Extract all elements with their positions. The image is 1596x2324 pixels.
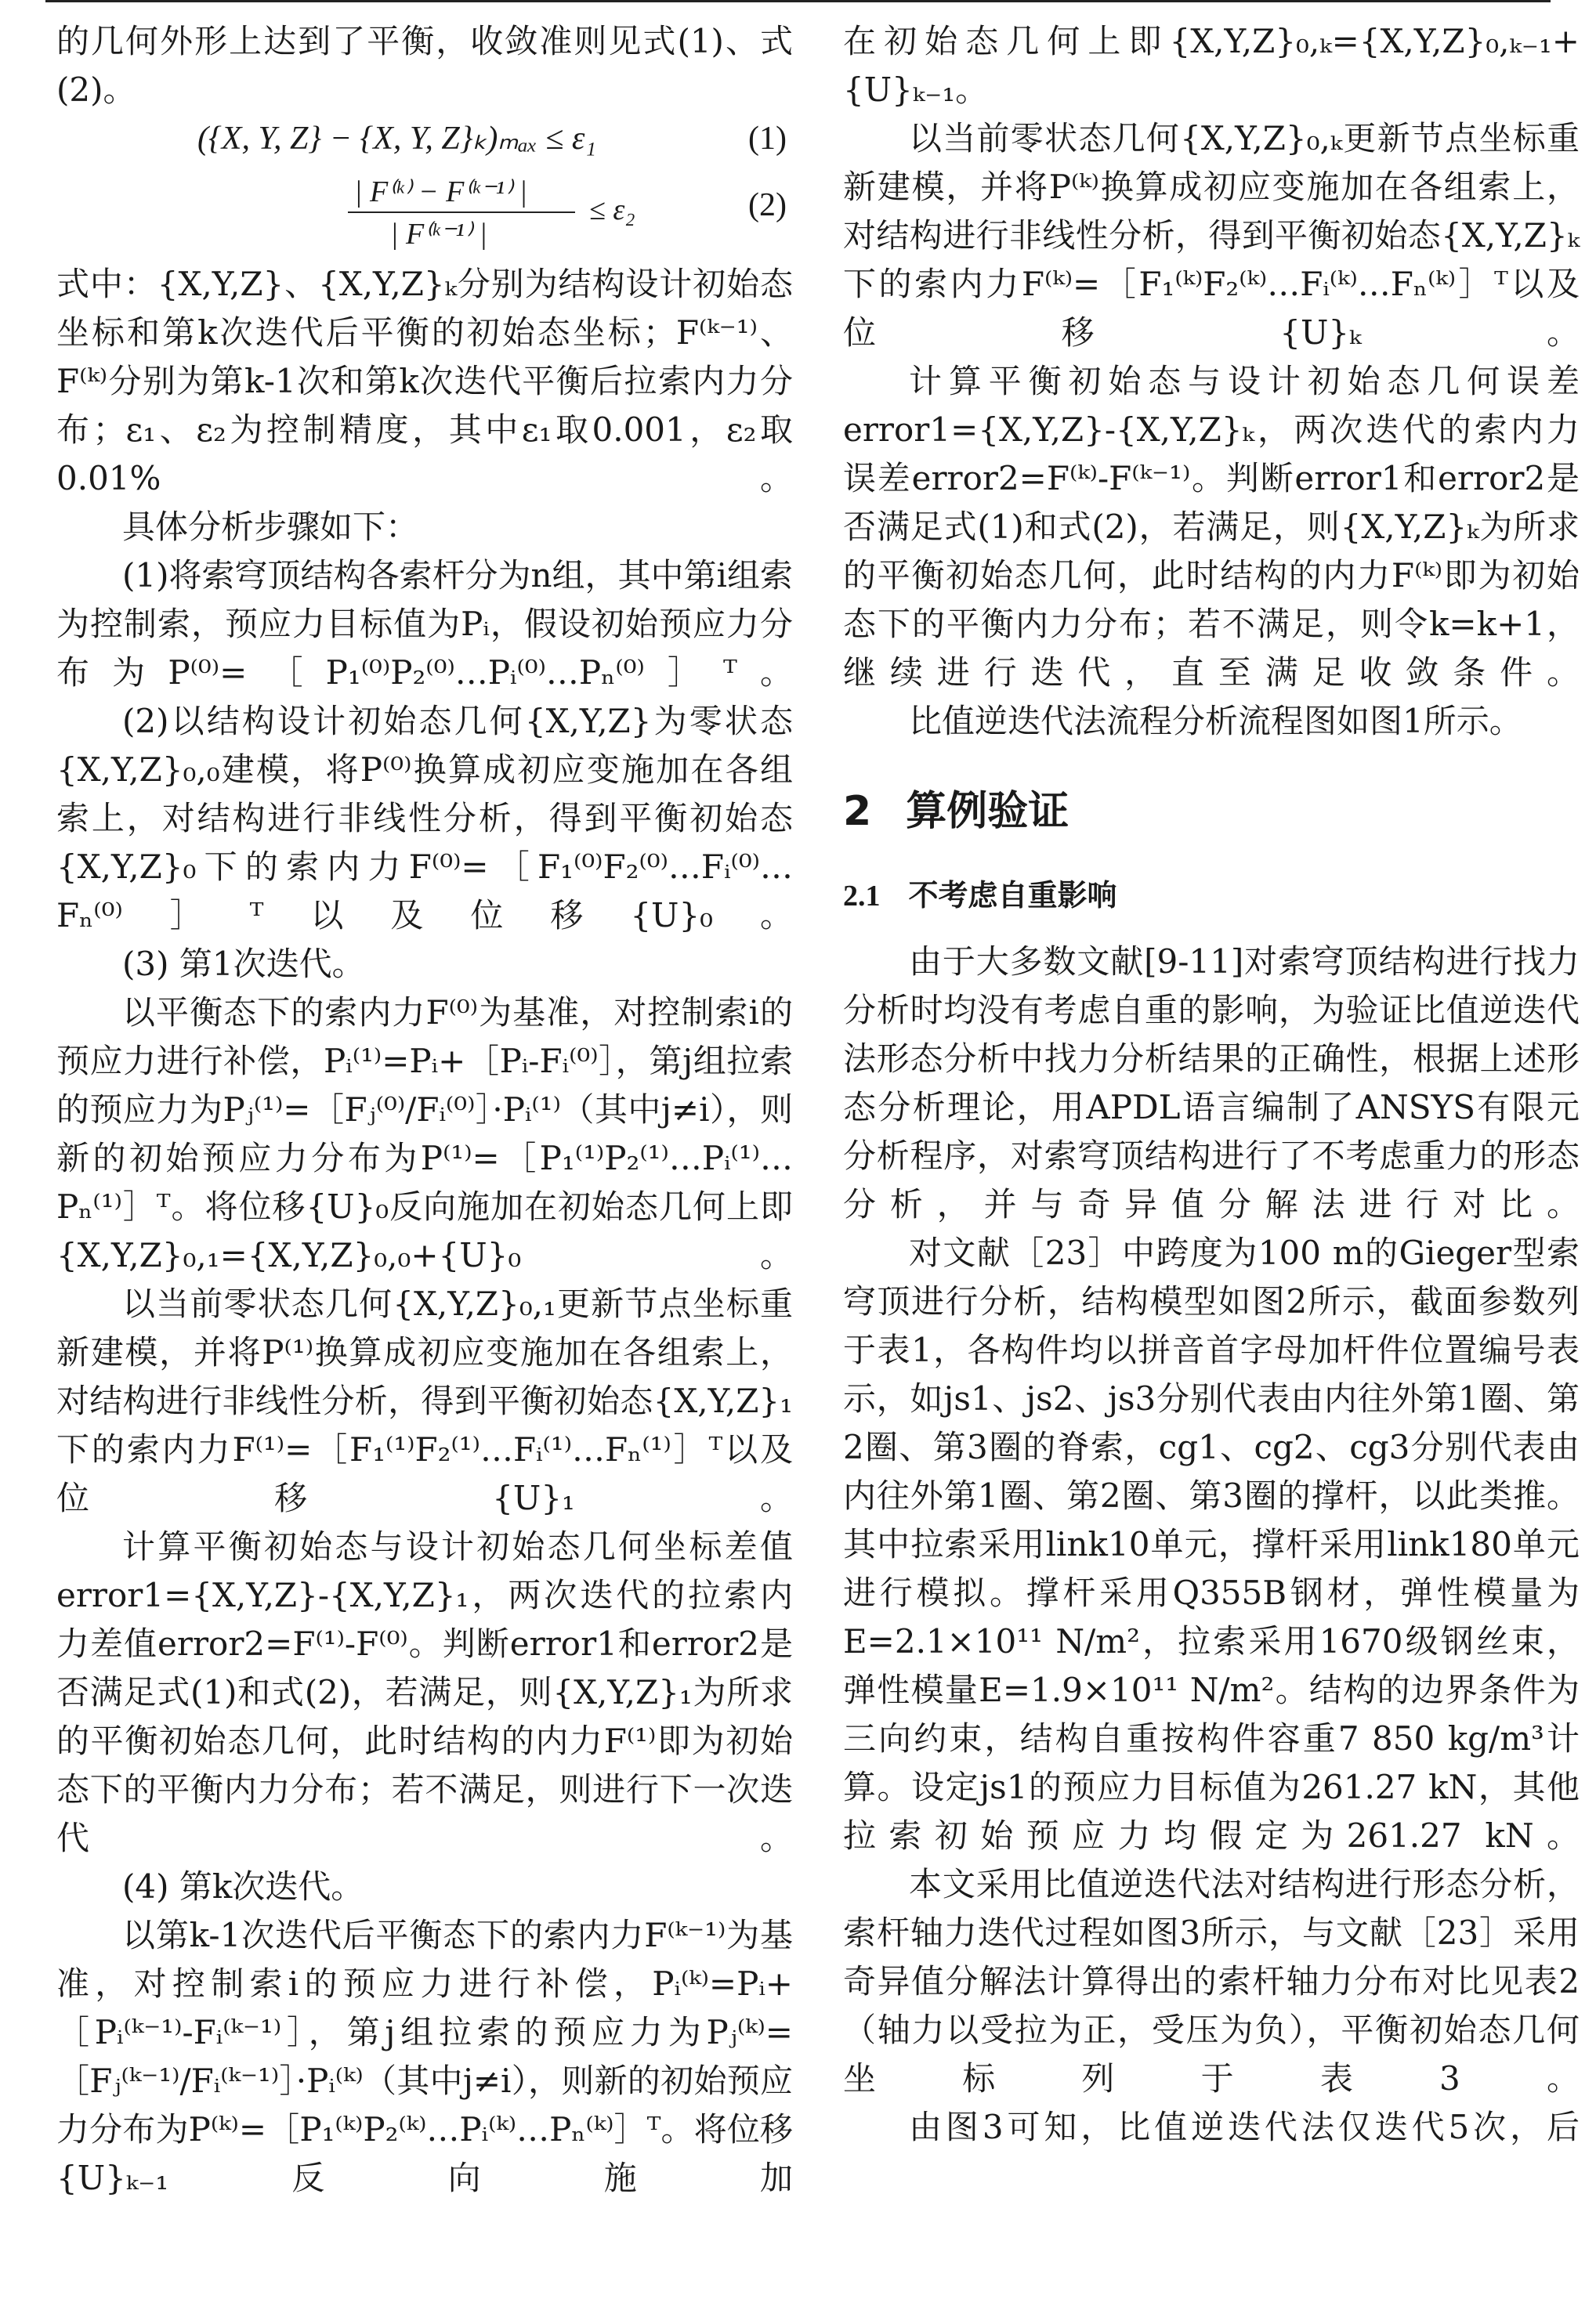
subsection-heading	[843, 871, 1580, 920]
section-number: 2	[843, 788, 872, 835]
paragraph: 对文献［23］中跨度为100 m的Gieger型索穹顶进行分析，结构模型如图2所示，截面参数列于表1，各构件均以拼音首字母加杆件位置编号表示，如js1、js2、js3分别代表由内往外第1圈、第2圈、第3圈的脊索，cg1、cg2、cg3分别代表由内往外第1圈、第2圈、第3圈的撑杆，以此类推。其中拉索采用link10单元，撑杆采用link180单元进行模拟。撑杆采用Q355B钢材，弹性模量为E=2.1×10¹¹ N/m²，拉索采用1670级钢丝束，弹性模量E=1.9×10¹¹ N/m²。结构的边界条件为三向约束，结构自重按构件容重7 850 kg/m³计算。设定js1的预应力目标值为261.27 kN，其他拉索初始预应力均假定为261.27 kN。	[843, 1234, 1580, 1855]
equation	[56, 114, 793, 163]
fraction-denominator: | F⁽ᵏ⁻¹⁾ |	[390, 218, 487, 251]
paragraph: (4) 第k次迭代。	[122, 1867, 364, 1906]
top-rule	[45, 0, 1551, 2]
equation-number: (2)	[748, 187, 787, 223]
equation-body: ({X, Y, Z} − {X, Y, Z}ₖ)ₘₐₓ ≤ ε₁	[197, 121, 597, 157]
paragraph: 计算平衡初始态与设计初始态几何坐标差值error1={X,Y,Z}-{X,Y,Z}₁，两次迭代的拉索内力差值error2=F⁽¹⁾-F⁽⁰⁾。判断error1和error2是否满足式(1)和式(2)，若满足，则{X,Y,Z}₁为所求的平衡初始态几何，此时结构的内力F⁽¹⁾即为初始态下的平衡内力分布；若不满足，则进行下一次迭代。	[56, 1527, 793, 1857]
paragraph: 以第k-1次迭代后平衡态下的索内力F⁽ᵏ⁻¹⁾为基准，对控制索i的预应力进行补偿，Pᵢ⁽ᵏ⁾=Pᵢ+［Pᵢ⁽ᵏ⁻¹⁾-Fᵢ⁽ᵏ⁻¹⁾］，第j组拉索的预应力为Pⱼ⁽ᵏ⁾=［Fⱼ⁽ᵏ⁻¹⁾/Fᵢ⁽ᵏ⁻¹⁾］·Pᵢ⁽ᵏ⁾（其中j≠i），则新的初始预应力分布为P⁽ᵏ⁾=［P₁⁽ᵏ⁾P₂⁽ᵏ⁾…Pᵢ⁽ᵏ⁾…Pₙ⁽ᵏ⁾］ᵀ。将位移{U}ₖ₋₁反向施加	[56, 1916, 793, 2197]
paragraph: 由图3可知，比值逆迭代法仅迭代5次，后	[909, 2108, 1580, 2146]
paragraph: 具体分析步骤如下：	[122, 508, 419, 546]
paragraph: 的几何外形上达到了平衡，收敛准则见式(1)、式(2)。	[56, 22, 793, 109]
subsection-number: 2.1	[843, 880, 881, 913]
subsection-title: 不考虑自重影响	[908, 878, 1117, 913]
paragraph: (3) 第1次迭代。	[122, 945, 365, 983]
paragraph: (1)将索穹顶结构各索杆分为n组，其中第i组索为控制索，预应力目标值为Pᵢ，假设初始预应力分布为P⁽⁰⁾=［P₁⁽⁰⁾P₂⁽⁰⁾…Pᵢ⁽⁰⁾…Pₙ⁽⁰⁾］ᵀ。	[56, 556, 793, 692]
paragraph: 比值逆迭代法流程分析流程图如图1所示。	[909, 702, 1522, 740]
left-column	[56, 17, 793, 2203]
paragraph: 计算平衡初始态与设计初始态几何误差error1={X,Y,Z}-{X,Y,Z}ₖ，两次迭代的索内力误差error2=F⁽ᵏ⁾-F⁽ᵏ⁻¹⁾。判断error1和error2是否满足式(1)和式(2)，若满足，则{X,Y,Z}ₖ为所求的平衡初始态几何，此时结构的内力F⁽ᵏ⁾即为初始态下的平衡内力分布；若不满足，则令k=k+1，继续进行迭代，直至满足收敛条件。	[843, 362, 1580, 692]
paragraph: 在初始态几何上即{X,Y,Z}₀,ₖ={X,Y,Z}₀,ₖ₋₁+{U}ₖ₋₁。	[843, 22, 1580, 109]
equation-number: (1)	[748, 121, 787, 157]
paragraph: 以当前零状态几何{X,Y,Z}₀,ₖ更新节点坐标重新建模，并将P⁽ᵏ⁾换算成初应变施加在各组索上，对结构进行非线性分析，得到平衡初始态{X,Y,Z}ₖ下的索内力F⁽ᵏ⁾=［F₁⁽ᵏ⁾F₂⁽ᵏ⁾…Fᵢ⁽ᵏ⁾…Fₙ⁽ᵏ⁾］ᵀ以及位移{U}ₖ。	[843, 119, 1580, 352]
paragraph: 式中：{X,Y,Z}、{X,Y,Z}ₖ分别为结构设计初始态坐标和第k次迭代后平衡的初始态坐标；F⁽ᵏ⁻¹⁾、F⁽ᵏ⁾分别为第k-1次和第k次迭代平衡后拉索内力分布；ε₁、ε₂为控制精度，其中ε₁取0.001，ε₂取0.01%。	[56, 265, 793, 497]
fraction-equation	[56, 163, 793, 260]
fraction-bar	[348, 211, 575, 213]
paragraph: 以当前零状态几何{X,Y,Z}₀,₁更新节点坐标重新建模，并将P⁽¹⁾换算成初应变施加在各组索上，对结构进行非线性分析，得到平衡初始态{X,Y,Z}₁下的索内力F⁽¹⁾=［F₁⁽¹⁾F₂⁽¹⁾…Fᵢ⁽¹⁾…Fₙ⁽¹⁾］ᵀ以及位移{U}₁。	[56, 1285, 793, 1517]
section-heading	[843, 783, 1580, 840]
fraction-numerator: | F⁽ᵏ⁾ − F⁽ᵏ⁻¹⁾ |	[354, 175, 528, 208]
paragraph: 本文采用比值逆迭代法对结构进行形态分析，索杆轴力迭代过程如图3所示，与文献［23］采用奇异值分解法计算得出的索杆轴力分布对比见表2（轴力以受拉为正，受压为负），平衡初始态几何坐标列于表3。	[843, 1865, 1580, 2098]
equation-relation: ≤ ε₂	[589, 193, 635, 226]
paragraph: 由于大多数文献[9-11]对索穹顶结构进行找力分析时均没有考虑自重的影响，为验证比值逆迭代法形态分析中找力分析结果的正确性，根据上述形态分析理论，用APDL语言编制了ANSYS有限元分析程序，对索穹顶结构进行了不考虑重力的形态分析，并与奇异值分解法进行对比。	[843, 942, 1580, 1223]
right-column	[843, 17, 1580, 2152]
paragraph: 以平衡态下的索内力F⁽⁰⁾为基准，对控制索i的预应力进行补偿，Pᵢ⁽¹⁾=Pᵢ+［Pᵢ-Fᵢ⁽⁰⁾］，第j组拉索的预应力为Pⱼ⁽¹⁾=［Fⱼ⁽⁰⁾/Fᵢ⁽⁰⁾］·Pᵢ⁽¹⁾（其中j≠i），则新的初始预应力分布为P⁽¹⁾=［P₁⁽¹⁾P₂⁽¹⁾…Pᵢ⁽¹⁾…Pₙ⁽¹⁾］ᵀ。将位移{U}₀反向施加在初始态几何上即{X,Y,Z}₀,₁={X,Y,Z}₀,₀+{U}₀。	[56, 993, 793, 1274]
paragraph: (2)以结构设计初始态几何{X,Y,Z}为零状态{X,Y,Z}₀,₀建模，将P⁽⁰⁾换算成初应变施加在各组索上，对结构进行非线性分析，得到平衡初始态{X,Y,Z}₀下的索内力F⁽⁰⁾=［F₁⁽⁰⁾F₂⁽⁰⁾…Fᵢ⁽⁰⁾…Fₙ⁽⁰⁾］ᵀ以及位移{U}₀。	[56, 702, 793, 934]
section-title: 算例验证	[906, 788, 1069, 835]
